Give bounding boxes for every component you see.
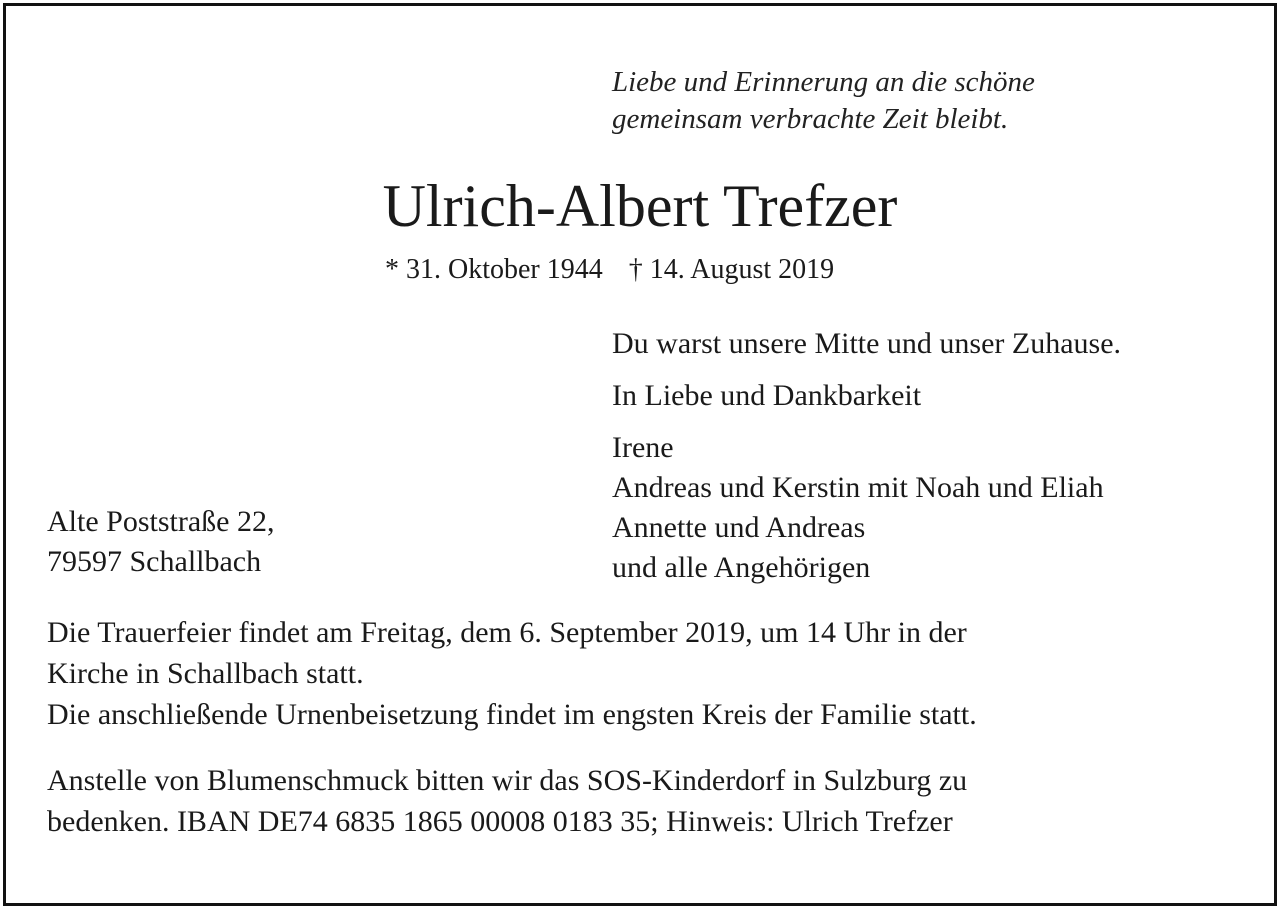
- mourner-item: Irene: [612, 431, 674, 464]
- ceremony-line-3: Die anschließende Urnenbeisetzung findet im engsten Kreis der Familie statt.: [47, 698, 977, 731]
- motto-quote: [612, 64, 1035, 138]
- ceremony-line-1: Die Trauerfeier findet am Freitag, dem 6. September 2019, um 14 Uhr in der: [47, 616, 967, 649]
- tribute-line-1: Du warst unsere Mitte und unser Zuhause.: [612, 327, 1122, 360]
- birth-date: * 31. Oktober 1944: [385, 254, 603, 285]
- tribute-line-2: In Liebe und Dankbarkeit: [612, 379, 922, 412]
- mourner-item: Andreas und Kerstin mit Noah und Eliah: [612, 471, 1104, 504]
- tribute-block: [612, 324, 1121, 588]
- family-address: [47, 502, 274, 582]
- mourners-list: [612, 428, 1121, 588]
- donation-line-1: Anstelle von Blumenschmuck bitten wir das SOS-Kinderdorf in Sulzburg zu: [47, 764, 968, 797]
- mourner-item: Annette und Andreas: [612, 511, 866, 544]
- death-date: † 14. August 2019: [628, 254, 835, 285]
- motto-line-1: Liebe und Erinnerung an die schöne: [612, 66, 1035, 98]
- mourner-item: und alle Angehörigen: [612, 551, 871, 584]
- ceremony-line-2: Kirche in Schallbach statt.: [47, 657, 364, 690]
- address-city: 79597 Schallbach: [47, 545, 262, 578]
- life-dates: [385, 252, 834, 288]
- deceased-name: Ulrich-Albert Trefzer: [382, 173, 898, 239]
- ceremony-info: [47, 612, 977, 735]
- donation-info: [47, 760, 967, 842]
- address-street: Alte Poststraße 22,: [47, 505, 275, 538]
- donation-line-2: bedenken. IBAN DE74 6835 1865 00008 0183 35; Hinweis: Ulrich Trefzer: [47, 805, 953, 838]
- motto-line-2: gemeinsam verbrachte Zeit bleibt.: [612, 103, 1009, 135]
